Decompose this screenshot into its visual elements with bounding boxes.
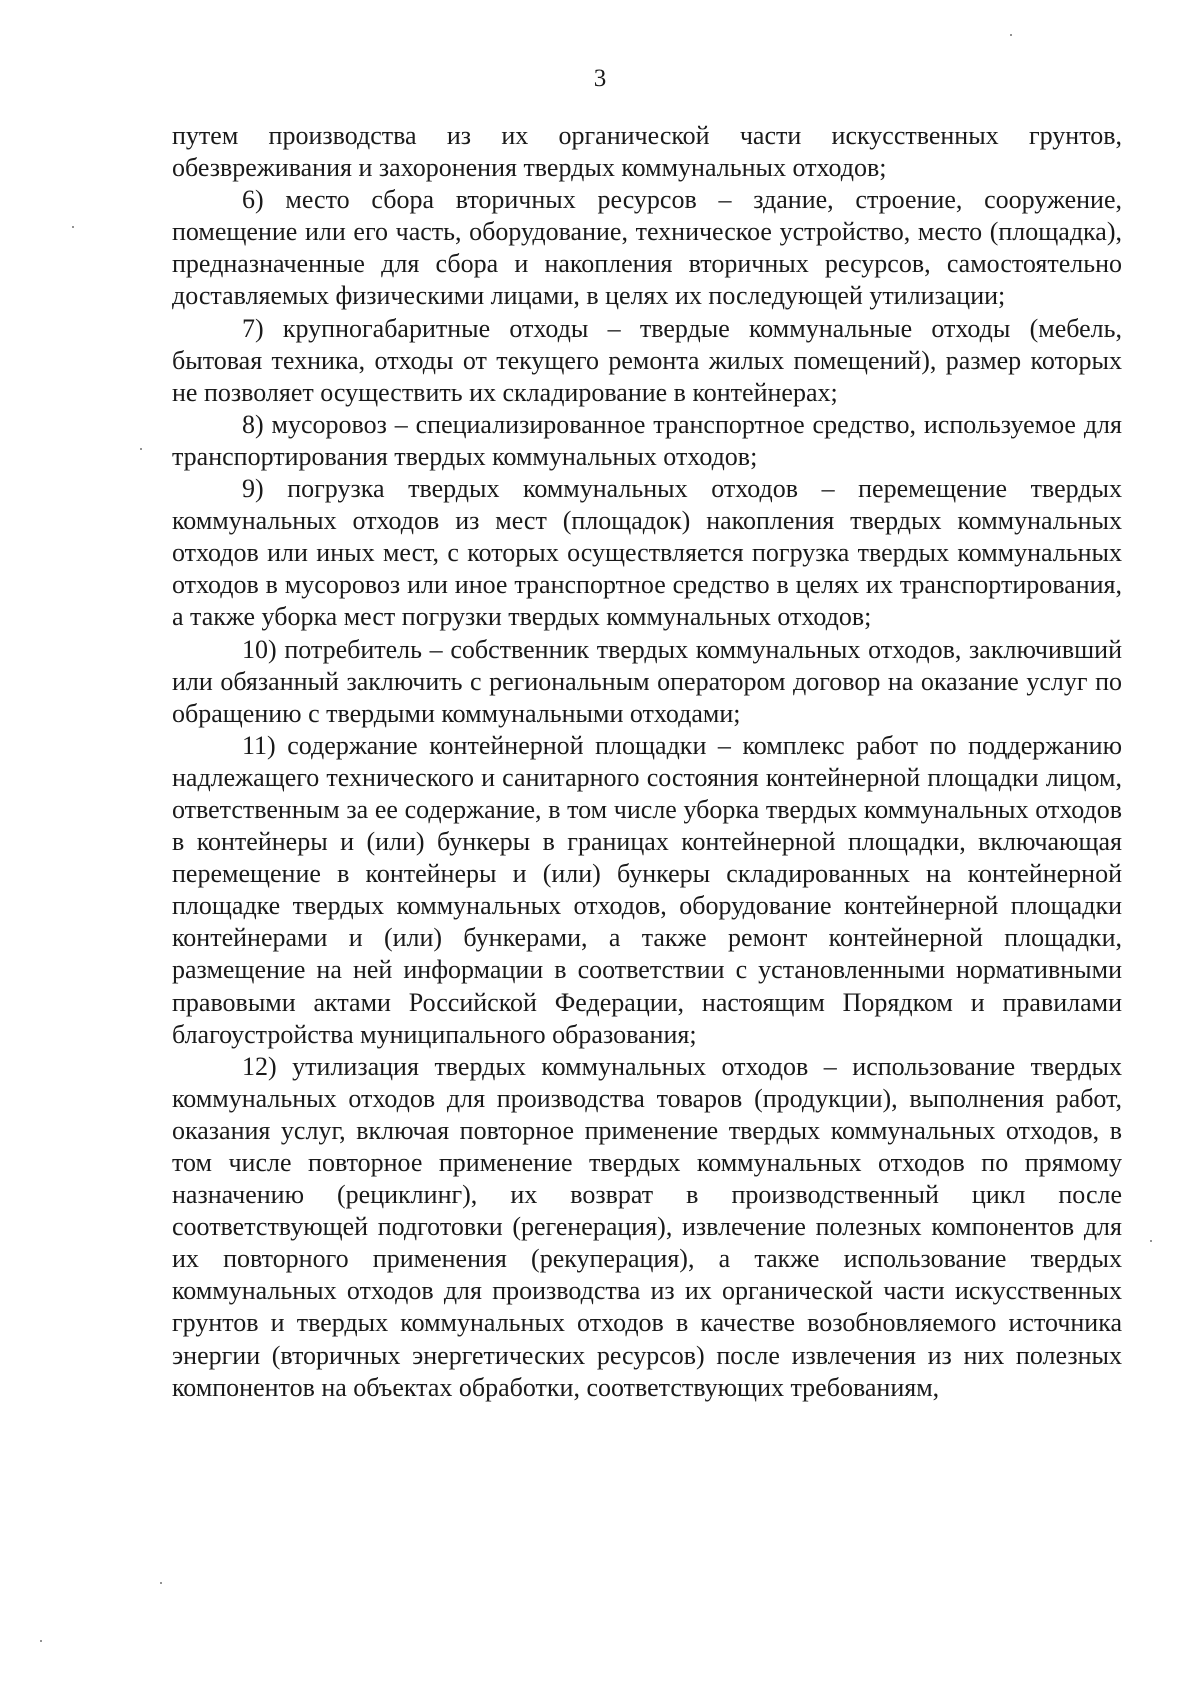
paragraph-item-12: 12) утилизация твердых коммунальных отходов – использование твердых коммунальных отходов для производства товаров (продукции), выполнения работ, оказания услуг, включая повторное применение твердых коммунальных отходов, в том числе повторное применение твердых коммунальных отходов по прямому назначению (рециклинг), их возврат в производственный цикл после соответствующей подготовки (регенерация), извлечение полезных компонентов для их повторного применения (рекуперация), а также использование твердых коммунальных отходов для производства из их органической части искусственных грунтов и твердых коммунальных отходов в качестве возобновляемого источника энергии (вторичных энергетических ресурсов) после извлечения из них полезных компонентов на объектах обработки, соответствующих требованиям, [172, 1051, 1122, 1402]
paragraph-item-8: 8) мусоровоз – специализированное транспортное средство, используемое для транспортирования твердых коммунальных отходов; [172, 409, 1122, 471]
paragraph-continuation: путем производства из их органической части искусственных грунтов, обезвреживания и захоронения твердых коммунальных отходов; [172, 121, 1122, 183]
scan-speck [40, 1640, 42, 1642]
paragraph-item-7: 7) крупногабаритные отходы – твердые коммунальные отходы (мебель, бытовая техника, отходы от текущего ремонта жилых помещений), размер которых не позволяет осуществить их складирование в контейнерах; [172, 313, 1122, 407]
scan-speck [72, 226, 74, 228]
paragraph-item-11: 11) содержание контейнерной площадки – комплекс работ по поддержанию надлежащего технического и санитарного состояния контейнерной площадки лицом, ответственным за ее содержание, в том числе уборка твердых коммунальных отходов в контейнеры и (или) бункеры в границах контейнерной площадки, включающая перемещение в контейнеры и (или) бункеры складированных на контейнерной площадке твердых коммунальных отходов, оборудование контейнерной площадки контейнерами и (или) бункерами, а также ремонт контейнерной площадки, размещение на ней информации в соответствии с установленными нормативными правовыми актами Российской Федерации, настоящим Порядком и правилами благоустройства муниципального образования; [172, 730, 1122, 1049]
scan-speck [140, 448, 142, 450]
page-number: 3 [593, 65, 607, 92]
scan-speck [1150, 1240, 1152, 1242]
document-body [172, 120, 1122, 1404]
scan-speck [160, 1582, 162, 1584]
paragraph-item-6: 6) место сбора вторичных ресурсов – здание, строение, сооружение, помещение или его часть, оборудование, техническое устройство, место (площадка), предназначенные для сбора и накопления вторичных ресурсов, самостоятельно доставляемых физическими лицами, в целях их последующей утилизации; [172, 185, 1122, 311]
paragraph-item-9: 9) погрузка твердых коммунальных отходов – перемещение твердых коммунальных отходов из мест (площадок) накопления твердых коммунальных отходов или иных мест, с которых осуществляется погрузка твердых коммунальных отходов в мусоровоз или иное транспортное средство в целях их транспортирования, а также уборка мест погрузки твердых коммунальных отходов; [172, 474, 1122, 632]
paragraph-item-10: 10) потребитель – собственник твердых коммунальных отходов, заключивший или обязанный заключить с региональным оператором договор на оказание услуг по обращению с твердыми коммунальными отходами; [172, 634, 1122, 728]
scan-speck [1010, 34, 1012, 36]
